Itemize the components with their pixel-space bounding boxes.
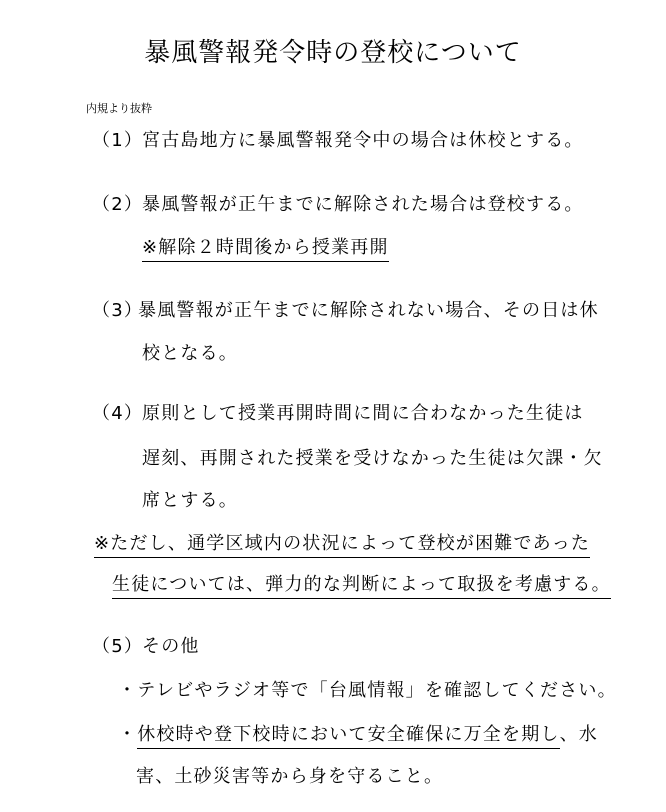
item-5-bullet-2-underlined: 休校時や登下校時において安全確保に万全を期し [137,724,559,749]
item-5-bullet-2-rest: 、水 [559,724,599,745]
note-line1: ※ただし、通学区域内の状況によって登校が困難であった [94,533,590,558]
item-5-bullet-1: ・テレビやラジオ等で「台風情報」を確認してください。 [118,680,617,701]
item-3-text-line1: 暴風警報が正午までに解除されない場合、その日は休 [138,300,599,321]
item-1-text: 宮古島地方に暴風警報発令中の場合は休校とする。 [142,130,584,151]
item-3-number: （3） [92,300,144,321]
subtitle: 内規より抜粋 [86,102,152,115]
item-4-text-line2: 遅刻、再開された授業を受けなかった生徒は欠課・欠 [142,448,603,469]
item-5-bullet-2-line1 [118,726,598,744]
item-3-text-line2: 校となる。 [142,343,238,364]
item-5-bullet-2-line2: 害、土砂災害等から身を守ること。 [136,766,444,787]
item-2-text: 暴風警報が正午までに解除された場合は登校する。 [142,194,584,215]
note-line2: 生徒については、弾力的な判断によって取扱を考慮する。 [112,574,611,599]
item-1-number: （1） [92,130,144,151]
item-4-text-line3: 席とする。 [142,490,238,511]
page-title: 暴風警報発令時の登校について [144,38,522,68]
item-4-number: （4） [92,403,144,424]
item-2-number: （2） [92,194,144,215]
item-4-text-line1: 原則として授業再開時間に間に合わなかった生徒は [142,403,584,424]
item-5-number: （5） [92,636,144,657]
bullet-mark: ・ [118,724,138,745]
item-2-note: ※解除２時間後から授業再開 [142,237,389,262]
item-5-label: その他 [142,636,200,657]
